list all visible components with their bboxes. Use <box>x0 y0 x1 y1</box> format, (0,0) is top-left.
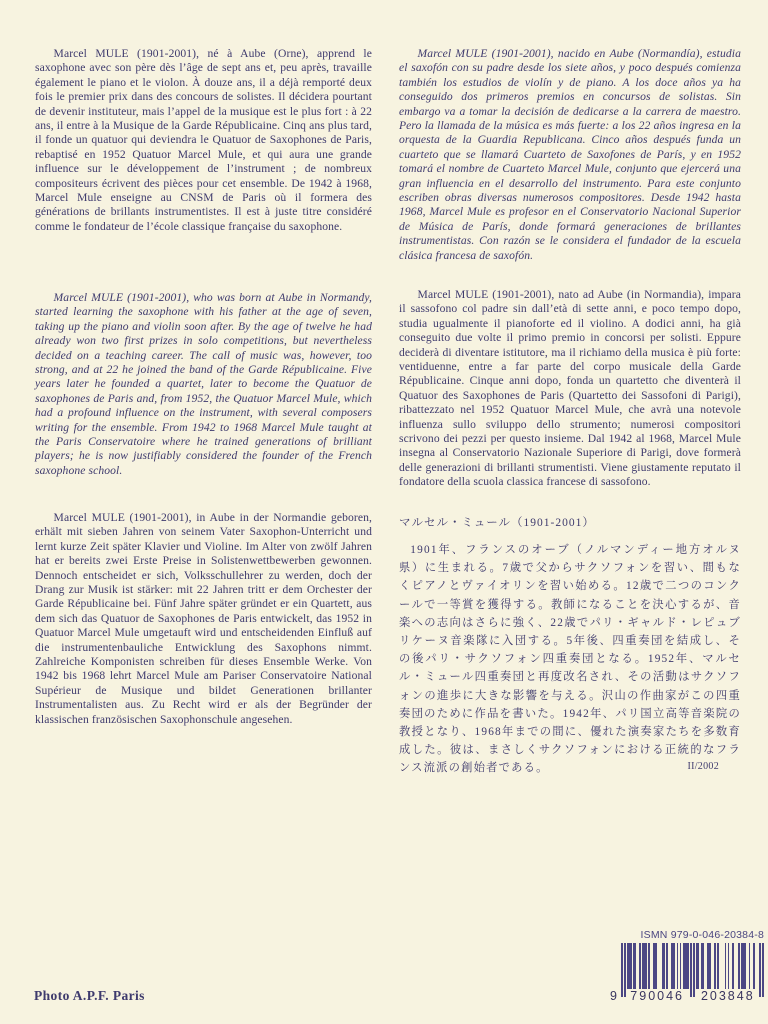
paragraph-biography-french: Marcel MULE (1901-2001), né à Aube (Orne), apprend le saxophone avec son père dès l’âge de sept ans et, peu après, travaille également le piano et le violon. À douze ans, il a déjà remporté deux fois le premier prix dans des concours de solistes. Il décidera pourtant de devenir instituteur, mais l’appel de la musique est le plus fort : à 22 ans, il entre à la Musique de la Garde Républicaine. Cinq ans plus tard, il fonde un quatuor qui deviendra le Quatuor de Saxophones de Paris, rebaptisé en 1952 Quatuor Marcel Mule, et qui aura une grande influence sur le développement de l’instrument ; de nombreux compositeurs écrivent des pièces pour cet ensemble. De 1942 à 1968, Marcel Mule enseigne au CNSM de Paris où il formera des générations de brillants instrumentistes. Il est à juste titre considéré comme le fondateur de l’école classique française du saxophone. <box>35 47 372 233</box>
paragraph-biography-japanese: 1901年、フランスのオーブ（ノルマンディー地方オルヌ県）に生まれる。7歳で父からサクソフォンを習い、間もなくピアノとヴァイオリンを習い始める。12歳で二つのコンクールで一等賞を獲得する。教師になることを決心するが、音楽への志向はさらに強く、22歳でパリ・ギャルド・レピュブリケーヌ音楽隊に入団する。5年後、四重奏団を結成し、その後パリ・サクソフォン四重奏団となる。1952年、マルセル・ミュール四重奏団と再度改名され、その活動はサクソフォンの進歩に大きな影響を与える。沢山の作曲家がこの四重奏団のために作品を書いた。1942年、パリ国立高等音楽院の教授となり、1968年までの間に、優れた演奏家たちを多数育成した。彼は、まさしくサクソフォンにおける正統的なフランス流派の創始者である。 <box>399 544 741 775</box>
paragraph-biography-german: Marcel MULE (1901-2001), in Aube in der Normandie geboren, erhält mit sieben Jahren von seinem Vater Saxophon-Unterricht und lernt kurze Zeit später Klavier und Violine. Im Alter von zwölf Jahren hat er bereits zwei Erste Preise in Solistenwettbewerben gewonnen. Dennoch entscheidet er sich, Volksschullehrer zu werden, doch der Drang zur Musik ist stärker: mit 22 Jahren tritt er dem Orchester der Garde Républicaine bei. Fünf Jahre später gründet er ein Quartett, aus dem sich das Quatuor de Saxophones de Paris entwickelt, das 1952 in Quatuor Marcel Mule umgetauft wird und entscheidenden Einfluß auf die instrumentenbauliche Entwicklung des Saxophons nimmt. Zahlreiche Komponisten schreiben für dieses Ensemble Werke. Von 1942 bis 1968 lehrt Marcel Mule am Pariser Conservatoire National Supérieur de Musique und bildet Generationen brillanter Instrumentalisten aus. Zu Recht wird er als der Begründer der klassischen französischen Saxophonschule angesehen. <box>35 511 372 726</box>
ismn-barcode <box>610 929 764 1003</box>
barcode-digits-right: 203848 <box>696 989 759 1004</box>
paragraph-biography-spanish: Marcel MULE (1901-2001), nacido en Aube (Normandía), estudia el saxofón con su padre desde los siete años, y poco después comienza también los estudios de violín y de piano. A los doce años ya ha conseguido dos primeros premios en concursos de solistas. Sin embargo va a tomar la decisión de dedicarse a la carrera de maestro. Pero la llamada de la música es más fuerte: a los 22 años ingresa en la orquesta de la Guardia Republicana. Cinco años después funda un cuarteto que se llamará Cuarteto de Saxofones de París, y en 1952 tomará el nombre de Cuarteto Marcel Mule, conjunto que ejercerá una gran influencia en el desarrollo del instrumento. Para este conjunto escriben obras diversas numerosos compositores. Desde 1942 hasta 1968, Marcel Mule es profesor en el Conservatorio Nacional Superior de Música de París, donde formará generaciones de brillantes instrumentistas. Con razón se le considera el fundador de la escuela clásica francesa de saxofón. <box>399 47 741 262</box>
barcode-digits <box>610 989 764 1004</box>
japanese-section-title: マルセル・ミュール（1901-2001） <box>399 517 595 529</box>
photo-credit: Photo A.P.F. Paris <box>34 988 145 1003</box>
ismn-number: ISMN 979-0-046-20384-8 <box>640 929 764 941</box>
paragraph-biography-english: Marcel MULE (1901-2001), who was born at Aube in Normandy, started learning the saxophone with his father at the age of seven, taking up the piano and violin soon after. By the age of twelve he had already won two first prizes in solo competitions, but nevertheless decided on a teaching career. The call of music was, however, too strong, and at 22 he joined the band of the Garde Républicaine. Five years later he founded a quartet, later to become the Quatuor de saxophones de Paris and, from 1952, the Quatuor Marcel Mule, which had a profound influence on the instrument, with several composers writing for the ensemble. From 1942 to 1968 Marcel Mule taught at the Paris Conservatoire where he trained generations of brilliant players; he is now justifiably considered the founder of the French saxophone school. <box>35 291 372 477</box>
edition-code: II/2002 <box>687 761 719 772</box>
paragraph-biography-italian: Marcel MULE (1901-2001), nato ad Aube (in Normandia), impara il sassofono col padre sin dall’età di sette anni, e poco tempo dopo, studia ugualmente il pianoforte ed il violino. A dodici anni, ha già conseguito due volte il primo premio in concorsi per solisti. Eppure deciderà di diventare istitutore, ma il richiamo della musica è più forte: ventiduenne, entre a far parte del corpo musicale della Garde Républicaine. Cinque anni dopo, fonda un quartetto che diventerà il Quatuor des Saxophones de Paris (Quartetto dei Sassofoni di Parigi), ribattezzato nel 1952 Quatuor Marcel Mule, che avrà una notevole influenza sullo sviluppo dello strumento; numerosi compositori scrivono dei pezzi per questo insieme. Dal 1942 al 1968, Marcel Mule insegna al Conservatorio Nazionale Superiore di Parigi, dove formerà delle generazioni di brillanti strumentisti. Viene giustamente reputato il fondatore della scuola classica francese di sassofono. <box>399 288 741 489</box>
barcode-digit-lead: 9 <box>610 989 617 1003</box>
barcode-digits-left: 790046 <box>626 989 689 1004</box>
